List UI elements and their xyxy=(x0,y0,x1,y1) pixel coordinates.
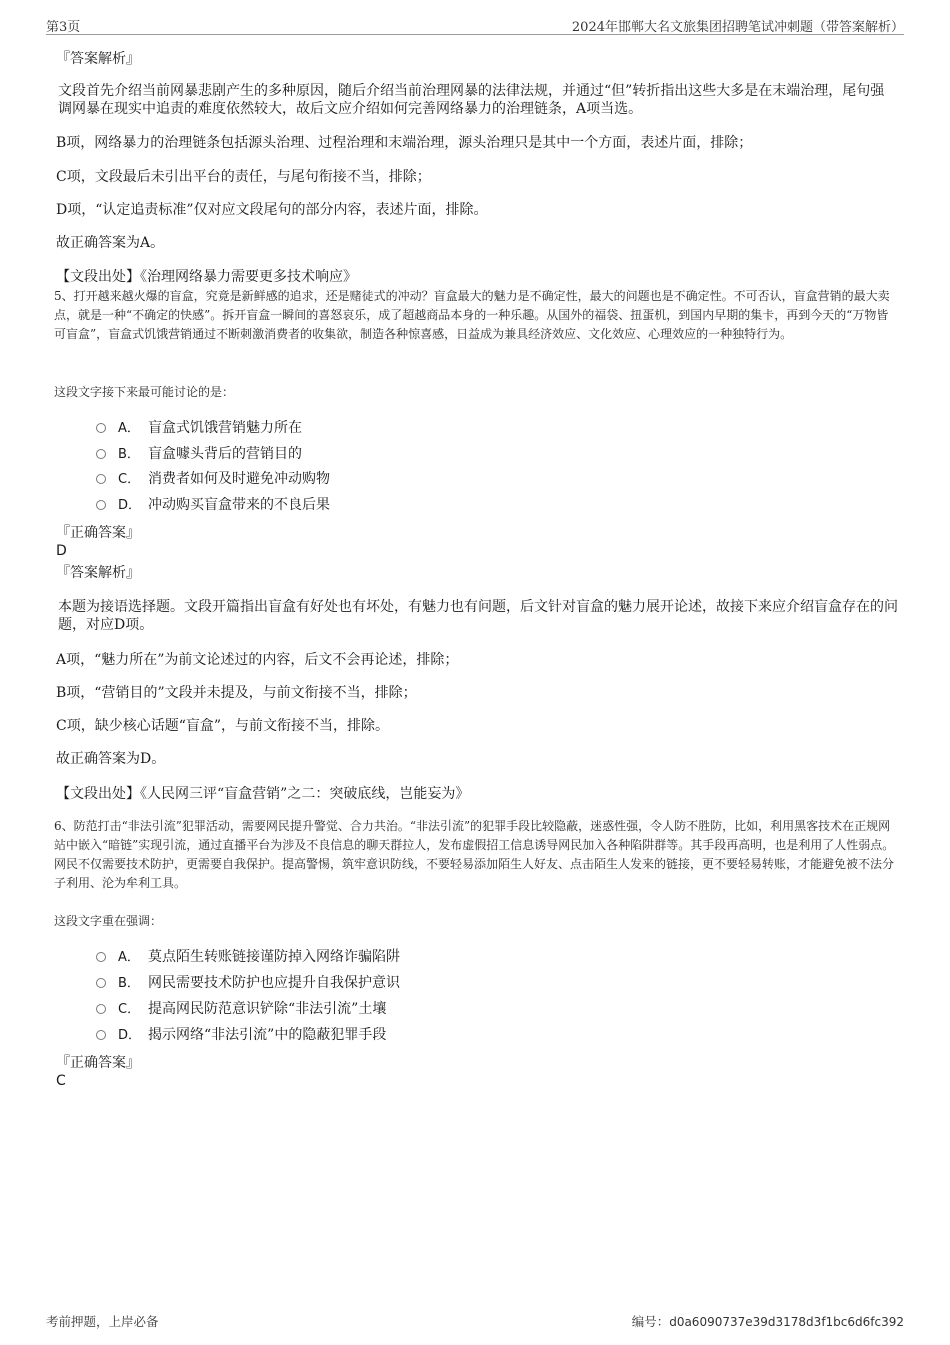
q5-analysis-option-c: C项，缺少核心话题“盲盒”，与前文衔接不当，排除。 xyxy=(56,718,390,734)
q6-option-b[interactable]: B． 网民需要技术防护也应提升自我保护意识 xyxy=(96,974,400,993)
footer-slogan: 考前押题，上岸必备 xyxy=(46,1314,159,1329)
q5-option-d[interactable]: D． 冲动购买盲盒带来的不良后果 xyxy=(96,496,330,515)
page-footer xyxy=(46,1312,904,1332)
q6-correct-answer: C xyxy=(56,1073,66,1089)
q5-correct-answer: D xyxy=(56,543,67,559)
q5-correct-heading: 『正确答案』 xyxy=(56,525,140,541)
radio-icon[interactable] xyxy=(96,952,106,962)
code-value: d0a6090737e39d3178d3f1bc6d6fc392 xyxy=(669,1315,904,1329)
q6-option-a[interactable]: A． 莫点陌生转账链接谨防掉入网络诈骗陷阱 xyxy=(96,948,400,967)
q6-correct-heading: 『正确答案』 xyxy=(56,1055,140,1071)
q4-analysis-heading: 『答案解析』 xyxy=(56,51,140,67)
q6-prompt: 这段文字重在强调： xyxy=(54,914,163,928)
q5-conclusion: 故正确答案为D。 xyxy=(56,751,166,767)
q6-option-c[interactable]: C． 提高网民防范意识铲除“非法引流”土壤 xyxy=(96,1000,386,1019)
document-title: 2024年邯郸大名文旅集团招聘笔试冲刺题（带答案解析） xyxy=(571,20,904,35)
page-header xyxy=(46,14,904,35)
q4-analysis-option-c: C项，文段最后未引出平台的责任，与尾句衔接不当，排除； xyxy=(56,169,431,185)
page-number: 第3页 xyxy=(46,20,81,35)
q4-conclusion: 故正确答案为A。 xyxy=(56,235,165,251)
radio-icon[interactable] xyxy=(96,500,106,510)
q5-analysis-heading: 『答案解析』 xyxy=(56,565,140,581)
q5-option-c[interactable]: C． 消费者如何及时避免冲动购物 xyxy=(96,470,330,489)
q4-analysis-option-d: D项，“认定追责标准”仅对应文段尾句的部分内容，表述片面，排除。 xyxy=(56,202,488,218)
q5-option-b[interactable]: B． 盲盒噱头背后的营销目的 xyxy=(96,445,302,464)
q5-option-a[interactable]: A． 盲盒式饥饿营销魅力所在 xyxy=(96,419,302,438)
q5-source: 【文段出处】《人民网三评“盲盒营销”之二：突破底线，岂能妄为》 xyxy=(56,786,470,802)
code-label: 编号： xyxy=(631,1314,670,1329)
q4-analysis-paragraph: 文段首先介绍当前网暴悲剧产生的多种原因，随后介绍当前治理网暴的法律法规，并通过“但”转折指出这些大多是在末端治理，尾句强调网暴在现实中追责的难度依然较大，故后文应介绍如何完善网络暴力的治理链条，A项当选。 xyxy=(58,83,885,117)
q5-analysis-paragraph: 本题为接语选择题。文段开篇指出盲盒有好处也有坏处，有魅力也有问题，后文针对盲盒的魅力展开论述，故接下来应介绍盲盒存在的问题，对应D项。 xyxy=(58,599,898,633)
q6-stem: 6、防范打击“非法引流”犯罪活动，需要网民提升警觉、合力共治。“非法引流”的犯罪手段比较隐蔽，迷惑性强，令人防不胜防，比如，利用黑客技术在正规网站中嵌入“暗链”实现引流，通过直播平台为涉及不良信息的聊天群拉人，发布虚假招工信息诱导网民加入各种陷阱群等。其手段再高明，也是利用了人性弱点。网民不仅需要技术防护，更需要自我保护。提高警惕，筑牢意识防线，不要轻易添加陌生人好友、点击陌生人发来的链接，更不要轻易转账，才能避免被不法分子利用、沦为牟利工具。 xyxy=(54,819,895,890)
radio-icon[interactable] xyxy=(96,978,106,988)
document-code xyxy=(632,1312,904,1330)
q6-option-d[interactable]: D． 揭示网络“非法引流”中的隐蔽犯罪手段 xyxy=(96,1026,386,1045)
radio-icon[interactable] xyxy=(96,1030,106,1040)
q4-analysis-option-b: B项，网络暴力的治理链条包括源头治理、过程治理和末端治理，源头治理只是其中一个方面，表述片面，排除； xyxy=(56,135,753,151)
q5-stem: 5、打开越来越火爆的盲盒，究竟是新鲜感的追求，还是赌徒式的冲动？盲盒最大的魅力是不确定性，最大的问题也是不确定性。不可否认，盲盒营销的最大卖点，就是一种“不确定的快感”。拆开盲盒一瞬间的喜怒哀乐，成了超越商品本身的一种乐趣。从国外的福袋、扭蛋机，到国内早期的集卡，再到今天的“万物皆可盲盒”，盲盒式饥饿营销通过不断刺激消费者的收集欲，制造各种惊喜感，日益成为兼具经济效应、文化效应、心理效应的一种独特行为。 xyxy=(54,289,890,341)
q5-analysis-option-a: A项，“魅力所在”为前文论述过的内容，后文不会再论述，排除； xyxy=(56,652,459,668)
radio-icon[interactable] xyxy=(96,449,106,459)
radio-icon[interactable] xyxy=(96,474,106,484)
radio-icon[interactable] xyxy=(96,1004,106,1014)
q4-source: 【文段出处】《治理网络暴力需要更多技术响应》 xyxy=(56,269,357,285)
radio-icon[interactable] xyxy=(96,423,106,433)
q5-prompt: 这段文字接下来最可能讨论的是： xyxy=(54,385,235,399)
q5-analysis-option-b: B项，“营销目的”文段并未提及，与前文衔接不当，排除； xyxy=(56,685,417,701)
